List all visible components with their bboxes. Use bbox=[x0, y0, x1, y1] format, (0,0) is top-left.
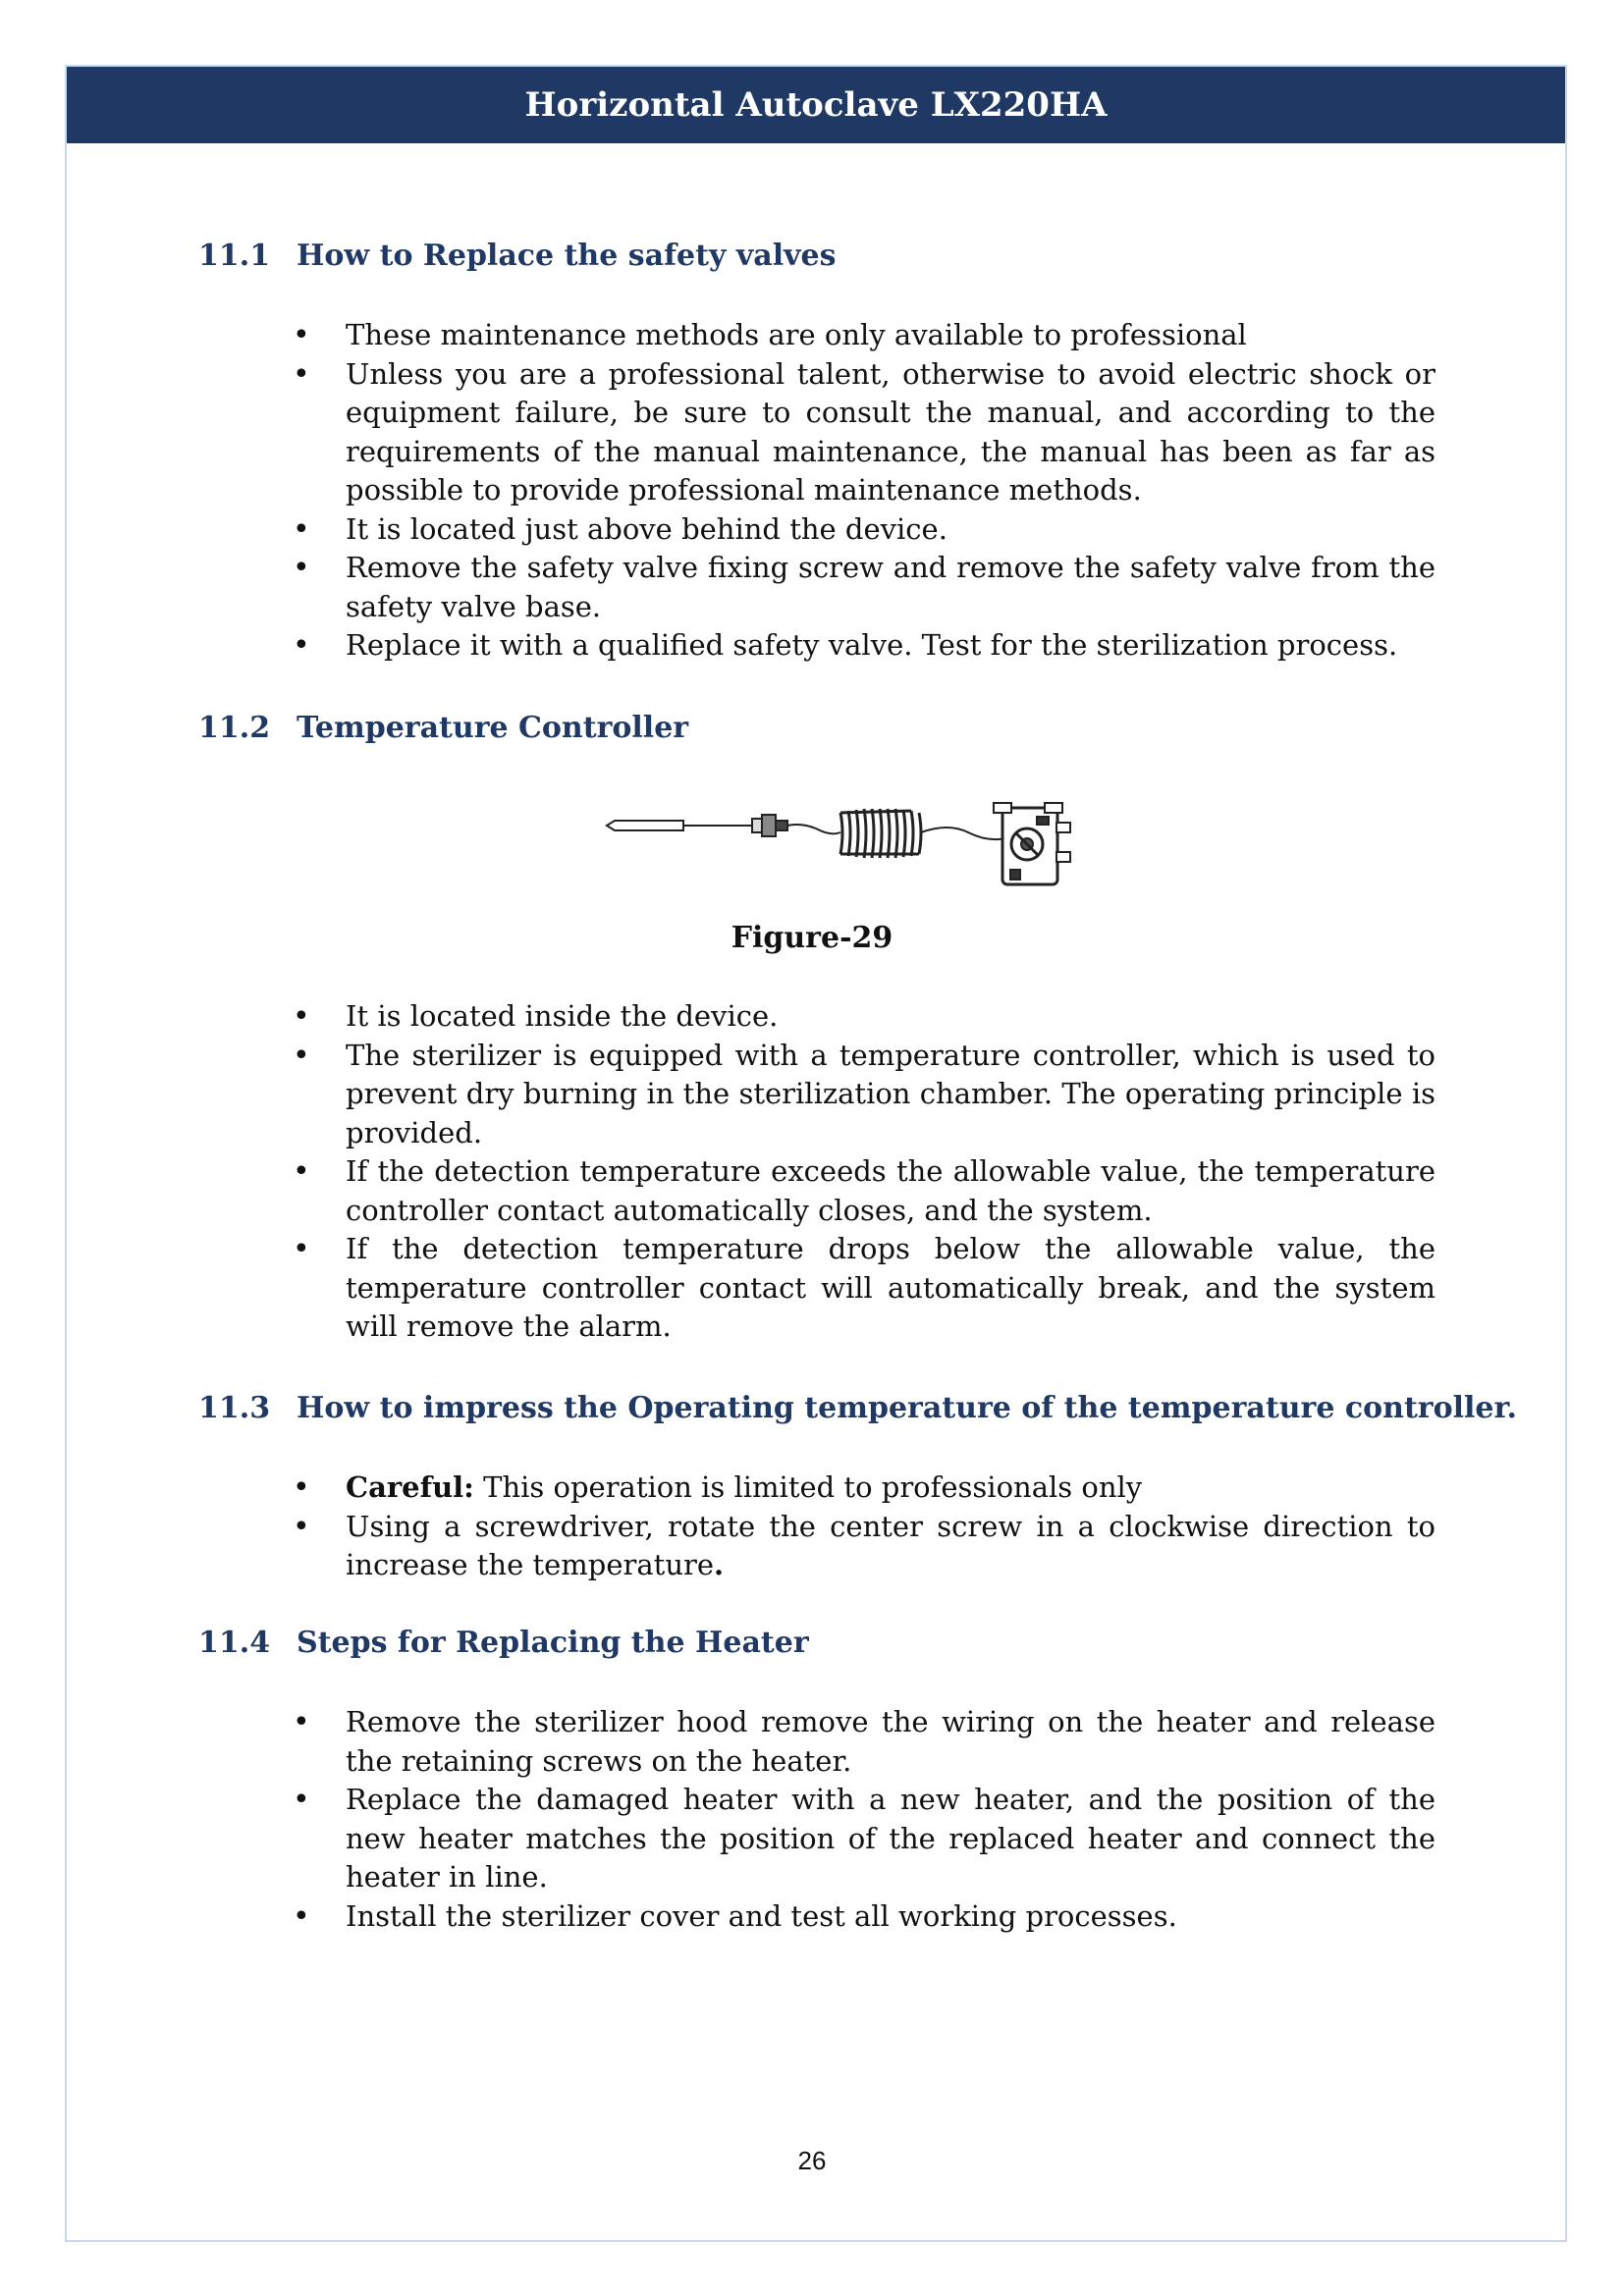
list-item bbox=[293, 1508, 1435, 1585]
section-number: 11.2 bbox=[198, 711, 271, 745]
section-title: How to Replace the safety valves bbox=[297, 239, 837, 273]
list-item: • These maintenance methods are only available to professional bbox=[293, 316, 1435, 355]
page-number: 26 bbox=[797, 2146, 827, 2175]
list-item: • The sterilizer is equipped with a temperature controller, which is used to prevent dry burning in the sterilization chamber. The operating principle is provided. bbox=[293, 1037, 1435, 1153]
list-item-text: This operation is limited to professionals only bbox=[473, 1470, 1143, 1504]
section-heading-11-4 bbox=[198, 1626, 809, 1660]
list-item: • Remove the safety valve fixing screw and remove the safety valve from the safety valve base. bbox=[293, 549, 1435, 626]
list-item: • It is located just above behind the device. bbox=[293, 510, 1435, 550]
list-item: • If the detection temperature exceeds the allowable value, the temperature controller contact automatically closes, and the system. bbox=[293, 1152, 1435, 1230]
list-item bbox=[293, 1468, 1435, 1508]
section-heading-11-3 bbox=[198, 1391, 1517, 1425]
section-number: 11.1 bbox=[198, 239, 271, 273]
bullet-list-11-4 bbox=[293, 1703, 1435, 1936]
list-item: • Replace the damaged heater with a new heater, and the position of the new heater matches the position of the replaced heater and connect the heater in line. bbox=[293, 1781, 1435, 1897]
section-title: How to impress the Operating temperature of the temperature controller. bbox=[297, 1391, 1517, 1425]
list-item-period: . bbox=[714, 1548, 725, 1581]
list-item: • Remove the sterilizer hood remove the wiring on the heater and release the retaining screws on the heater. bbox=[293, 1703, 1435, 1781]
list-item: • Install the sterilizer cover and test all working processes. bbox=[293, 1897, 1435, 1937]
temperature-controller-figure bbox=[605, 793, 1076, 891]
bullet-list-11-2 bbox=[293, 997, 1435, 1347]
section-number: 11.3 bbox=[198, 1391, 271, 1425]
careful-label: Careful: bbox=[346, 1470, 474, 1504]
bullet-list-11-3 bbox=[293, 1468, 1435, 1585]
list-item: • It is located inside the device. bbox=[293, 997, 1435, 1037]
bullet-list-11-1 bbox=[293, 316, 1435, 666]
page-header: Horizontal Autoclave LX220HA bbox=[67, 67, 1565, 143]
figure-caption: Figure-29 bbox=[731, 921, 893, 955]
list-item: • Replace it with a qualified safety valve. Test for the sterilization process. bbox=[293, 626, 1435, 666]
list-item: • If the detection temperature drops below the allowable value, the temperature controller contact will automatically break, and the system will remove the alarm. bbox=[293, 1230, 1435, 1347]
list-item-text: Using a screwdriver, rotate the center screw in a clockwise direction to increase the temperature bbox=[346, 1509, 1435, 1581]
list-item: • Unless you are a professional talent, otherwise to avoid electric shock or equipment failure, be sure to consult the manual, and according to the requirements of the manual maintenance, the manual has been as far as possible to provide professional maintenance methods. bbox=[293, 355, 1435, 510]
section-number: 11.4 bbox=[198, 1626, 271, 1660]
section-heading-11-1 bbox=[198, 239, 837, 273]
section-title: Temperature Controller bbox=[297, 711, 689, 745]
section-title: Steps for Replacing the Heater bbox=[297, 1626, 809, 1660]
section-heading-11-2 bbox=[198, 711, 688, 745]
